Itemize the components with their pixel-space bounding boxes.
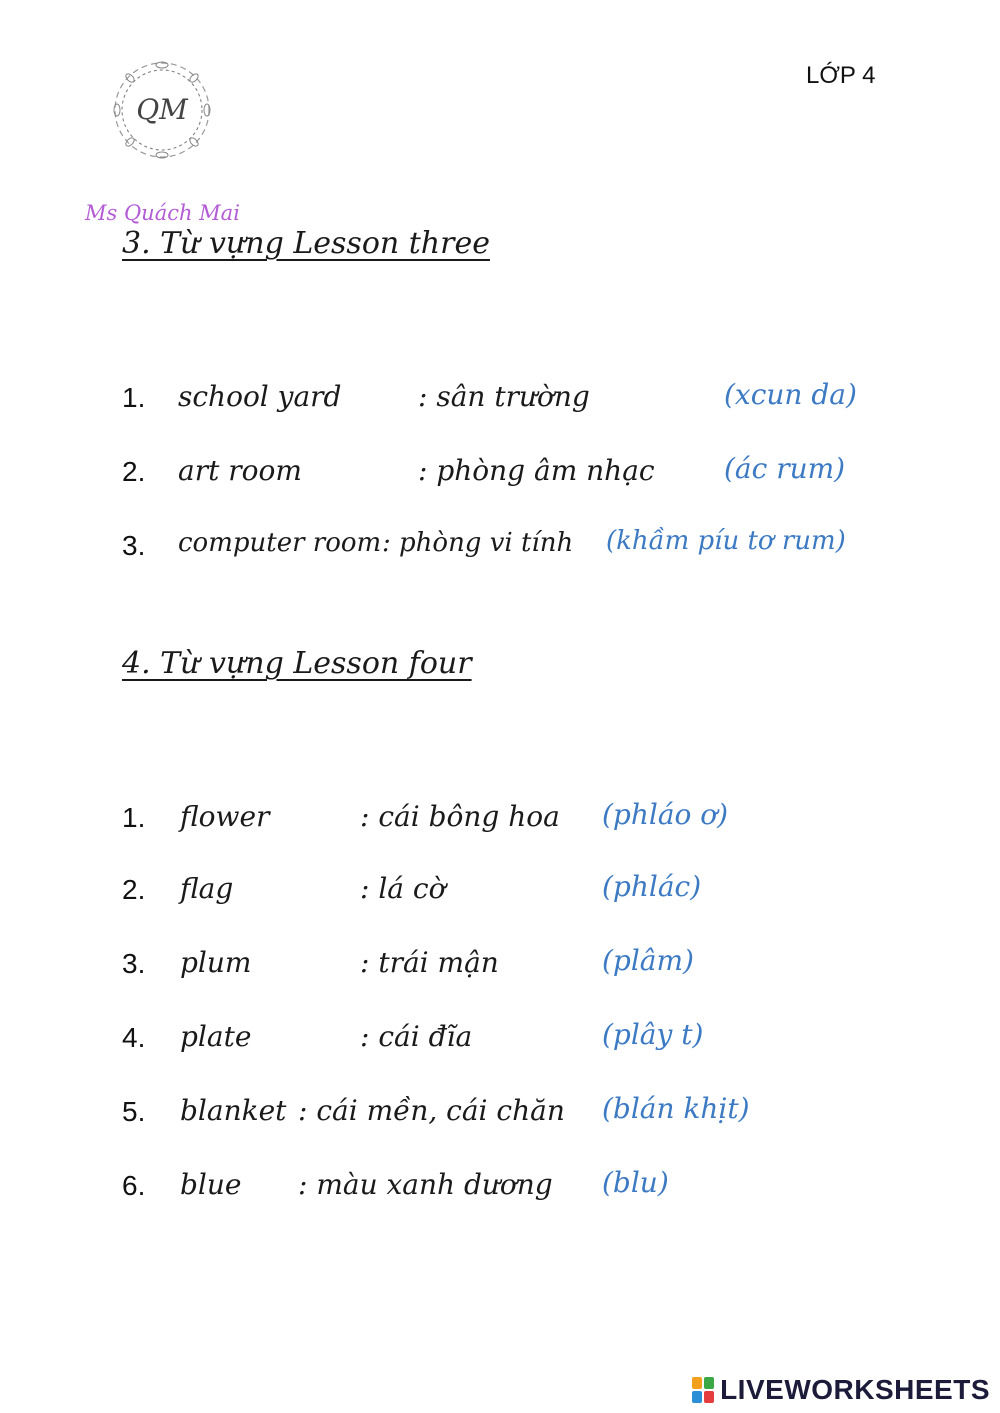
item-meaning: : phòng vi tính	[382, 528, 574, 558]
item-meaning: : cái bông hoa	[360, 800, 560, 833]
item-word: flower	[180, 800, 270, 833]
item-number: 3.	[122, 948, 146, 979]
item-meaning: : lá cờ	[360, 872, 446, 905]
item-number: 3.	[122, 530, 146, 561]
item-pronunciation: (plâm)	[602, 944, 694, 977]
footer-brand[interactable]	[692, 1374, 990, 1406]
logo	[85, 55, 245, 225]
item-number: 4.	[122, 1022, 146, 1053]
item-meaning: : phòng âm nhạc	[418, 454, 655, 487]
item-meaning: : trái mận	[360, 946, 499, 979]
item-number: 1.	[122, 802, 146, 833]
liveworksheets-logo-icon	[692, 1377, 714, 1403]
item-pronunciation: (plây t)	[602, 1018, 704, 1051]
item-meaning: : sân trường	[418, 380, 590, 413]
item-number: 5.	[122, 1096, 146, 1127]
logo-name: Ms Quách Mai	[85, 201, 240, 225]
item-word: blanket	[180, 1094, 287, 1127]
item-word: art room	[178, 454, 302, 487]
item-pronunciation: (blu)	[602, 1166, 669, 1199]
item-pronunciation: (phláo ơ)	[602, 798, 729, 831]
item-pronunciation: (xcun da)	[724, 378, 857, 411]
item-number: 1.	[122, 382, 146, 413]
footer-brand-text: LIVEWORKSHEETS	[720, 1374, 990, 1405]
item-number: 2.	[122, 456, 146, 487]
wreath-icon	[107, 55, 217, 165]
item-meaning: : cái mền, cái chăn	[298, 1094, 565, 1127]
item-pronunciation: (phlác)	[602, 870, 702, 903]
item-pronunciation: (khầm píu tơ rum)	[606, 526, 846, 556]
item-word: plum	[180, 946, 252, 979]
item-pronunciation: (ác rum)	[724, 452, 846, 485]
item-number: 2.	[122, 874, 146, 905]
item-word: computer room	[178, 528, 382, 558]
section-title-lesson-three: 3. Từ vựng Lesson three	[122, 226, 490, 261]
item-meaning: : màu xanh dương	[298, 1168, 553, 1201]
item-word: school yard	[178, 380, 342, 413]
item-word: flag	[180, 872, 234, 905]
item-pronunciation: (blán khịt)	[602, 1092, 750, 1125]
section-title-lesson-four: 4. Từ vựng Lesson four	[122, 646, 472, 681]
grade-label: LỚP 4	[806, 62, 876, 89]
item-word: blue	[180, 1168, 242, 1201]
item-meaning: : cái đĩa	[360, 1020, 473, 1053]
item-word: plate	[180, 1020, 252, 1053]
logo-monogram: QM	[136, 93, 188, 126]
item-number: 6.	[122, 1170, 146, 1201]
